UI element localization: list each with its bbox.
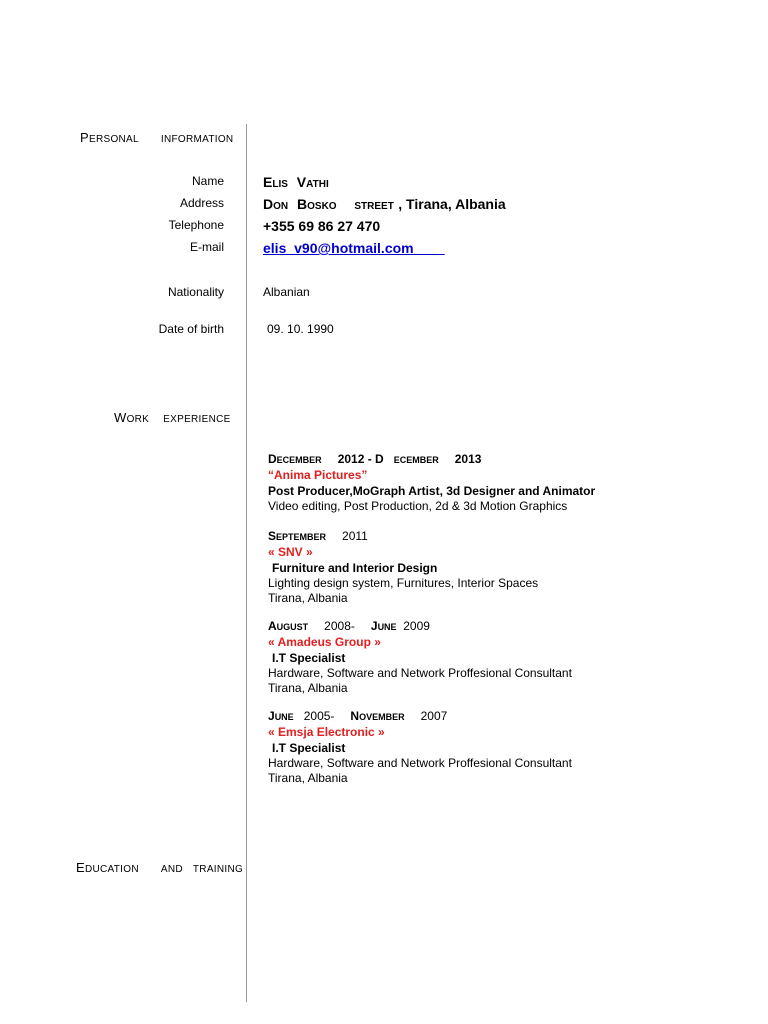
- work-date: SEPTEMBER 2011: [268, 529, 368, 543]
- work-description: Video editing, Post Production, 2d & 3d Motion Graphics: [268, 499, 568, 513]
- name-label: Name: [191, 174, 224, 188]
- email-link[interactable]: elis_v90@hotmail.com: [263, 240, 414, 256]
- dob-label: Date of birth: [158, 322, 224, 336]
- dob-value: 09. 10. 1990: [267, 322, 334, 336]
- address-value: DON BOSKO STREET , Tirana, Albania: [263, 196, 506, 212]
- section-education-training: EDUCATION AND TRAINING: [76, 860, 244, 875]
- work-date: AUGUST 2008- JUNE 2009: [268, 619, 430, 633]
- section-personal-information: PERSONAL INFORMATION: [80, 130, 234, 145]
- email-label: E-mail: [189, 240, 224, 254]
- work-entry: [268, 709, 572, 786]
- work-employer: “Anima Pictures”: [268, 468, 368, 482]
- work-location: Tirana, Albania: [268, 771, 348, 785]
- work-description: Hardware, Software and Network Proffesional Consultant: [268, 756, 572, 770]
- work-location: Tirana, Albania: [268, 591, 348, 605]
- nationality-value: Albanian: [263, 285, 310, 299]
- name-value: ELIS VATHI: [263, 174, 329, 190]
- work-employer: « Amadeus Group »: [268, 635, 381, 649]
- telephone-value: +355 69 86 27 470: [263, 218, 381, 234]
- work-entry: [268, 529, 538, 606]
- work-entry: [268, 619, 572, 696]
- work-role: I.T Specialist: [272, 741, 346, 755]
- work-date: JUNE 2005- NOVEMBER 2007: [268, 709, 448, 723]
- work-entry: [268, 452, 595, 514]
- work-employer: « Emsja Electronic »: [268, 725, 385, 739]
- column-divider: [246, 124, 247, 1002]
- work-employer: « SNV »: [268, 545, 313, 559]
- work-location: Tirana, Albania: [268, 681, 348, 695]
- telephone-label: Telephone: [168, 218, 224, 232]
- work-description: Hardware, Software and Network Proffesional Consultant: [268, 666, 572, 680]
- address-label: Address: [179, 196, 224, 210]
- section-work-experience: WORK EXPERIENCE: [114, 410, 231, 425]
- nationality-label: Nationality: [167, 285, 224, 299]
- work-role: I.T Specialist: [272, 651, 346, 665]
- work-description: Lighting design system, Furnitures, Interior Spaces: [268, 576, 539, 590]
- work-role: Post Producer,MoGraph Artist, 3d Designer and Animator: [268, 484, 596, 498]
- work-date: DECEMBER 2012 - D ECEMBER 2013: [268, 452, 482, 466]
- work-role: Furniture and Interior Design: [272, 561, 438, 575]
